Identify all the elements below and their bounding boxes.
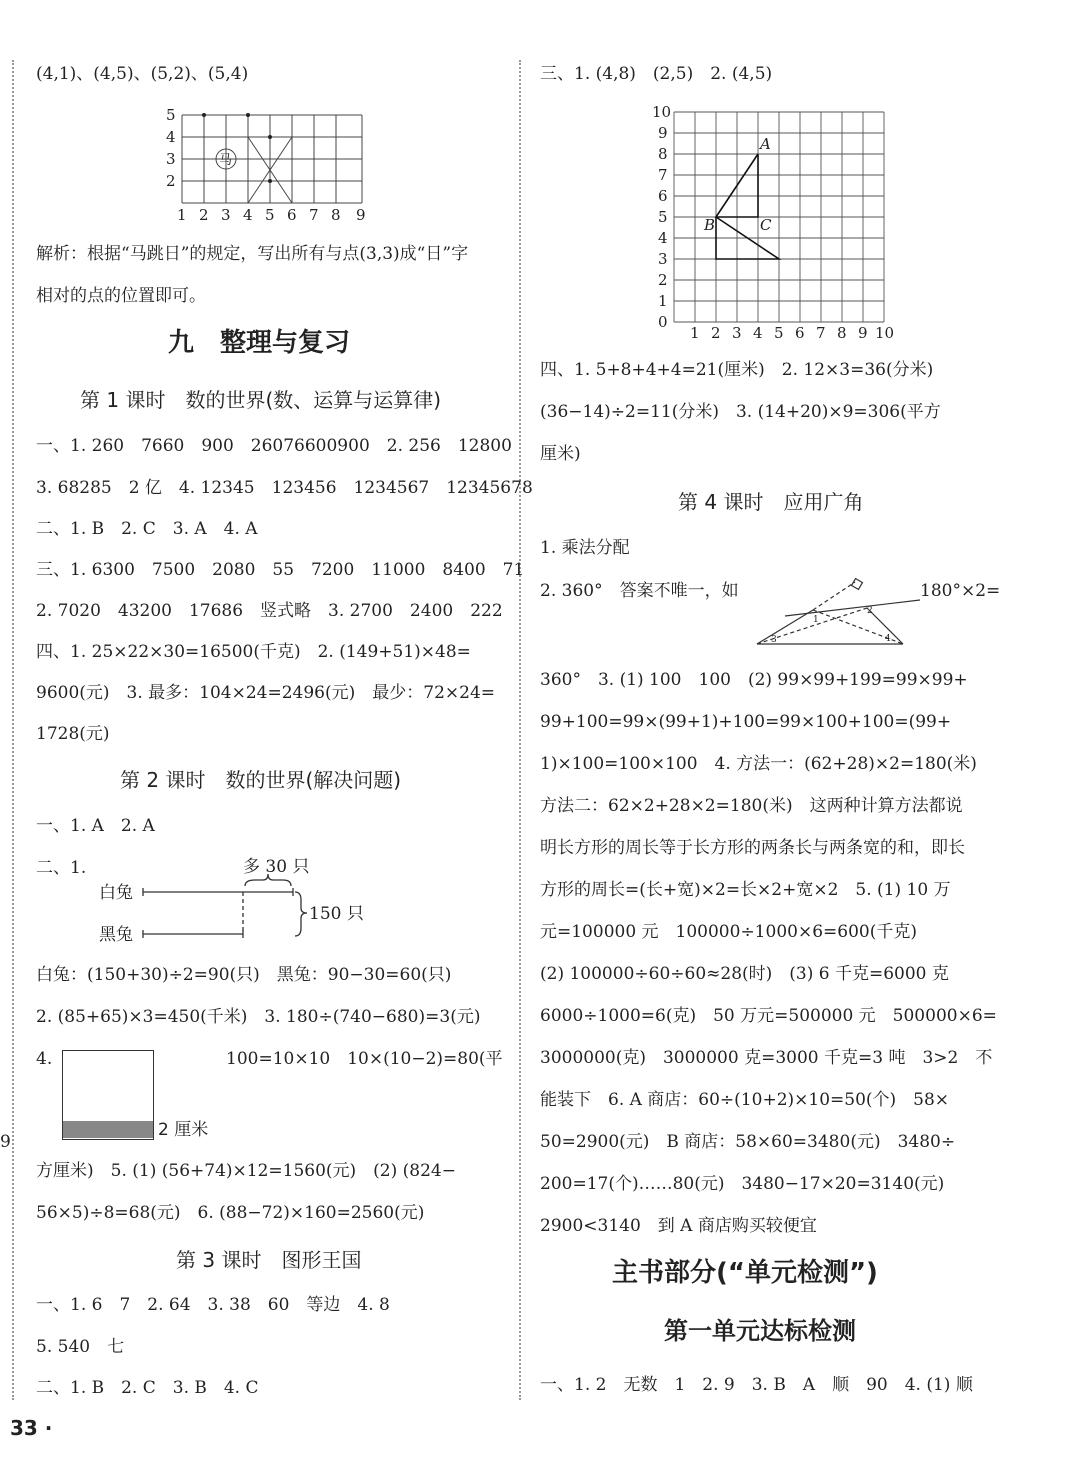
horse-grid-figure [160,100,375,225]
answer-line: 一、1. A 2. A [36,816,155,836]
rabbit-line-diagram [95,852,375,952]
y-tick: 1 [658,292,668,310]
unit-title: 第一单元达标检测 [664,1317,856,1345]
x-tick: 6 [795,324,805,342]
answer-line: 厘米) [540,444,581,464]
answer-line: 3. 68285 2 亿 4. 12345 123456 1234567 12345678 [36,478,533,498]
x-tick: 2 [199,206,209,224]
answer-line: 100=10×10 10×(10−2)=80(平 [226,1049,503,1069]
answer-line: 三、1. 6300 7500 2080 55 7200 11000 8400 71 [36,560,525,580]
x-tick: 8 [331,206,341,224]
answer-line: 3000000(克) 3000000 克=3000 千克=3 吨 3>2 不 [540,1048,993,1068]
answer-line: 明长方形的周长等于长方形的两条长与两条宽的和，即长 [540,838,965,858]
y-tick: 3 [658,250,668,268]
answer-line: 1)×100=100×100 4. 方法一：(62+28)×2=180(米) [540,754,977,774]
angle-label: 3 [771,635,777,645]
answer-line: 9600(元) 3. 最多：104×24=2496(元) 最少：72×24= [36,683,495,703]
answer-line: 二、1. [36,858,87,878]
x-tick: 9 [858,324,868,342]
answer-line: 2. 7020 43200 17686 竖式略 3. 2700 2400 222 [36,601,503,621]
y-tick: 6 [658,187,668,205]
angle-label: 4 [885,634,891,644]
answer-line: 一、1. 6 7 2. 64 3. 38 60 等边 4. 8 [36,1295,390,1315]
analysis-line: 相对的点的位置即可。 [36,286,206,306]
answer-line: 2900<3140 到 A 商店购买较便宜 [540,1216,817,1236]
y-tick: 4 [658,229,668,247]
column-separator [519,60,521,1400]
horse-label: 马 [219,153,233,168]
diagram-black-label: 黑兔 [99,925,133,945]
answer-line: (2) 100000÷60÷60≈28(时) (3) 6 千克=6000 克 [540,964,949,984]
answer-line: 二、1. B 2. C 3. B 4. C [36,1378,259,1398]
y-tick: 7 [658,166,668,184]
x-tick: 4 [243,206,253,224]
lesson-title: 第 3 课时 图形王国 [176,1248,362,1272]
angle-figure [755,574,920,652]
diagram-total-label: 150 只 [309,904,364,924]
answer-line: 能装下 6. A 商店：60÷(10+2)×10=50(个) 58× [540,1090,950,1110]
answer-line: 1. 乘法分配 [540,538,630,558]
angle-label: 1 [813,615,819,625]
answer-line: 一、1. 260 7660 900 26076600900 2. 256 12800 [36,436,512,456]
y-tick: 10 [652,103,672,121]
answer-line: 99+100=99×(99+1)+100=99×100+100=(99+ [540,712,952,732]
shaded-strip [63,1121,153,1138]
y-tick: 4 [166,128,176,146]
page-number: 33 · [10,1416,53,1440]
answer-line: 一、1. 2 无数 1 2. 9 3. B A 顺 90 4. (1) 顺 [540,1375,973,1395]
angle-label: 2 [867,606,873,616]
answer-line: 180°×2= [920,581,1001,601]
lesson-title: 第 4 课时 应用广角 [678,490,864,514]
coordinate-grid-figure [646,102,906,342]
answer-line: 56×5)÷8=68(元) 6. (88−72)×160=2560(元) [36,1203,425,1223]
answer-line: 四、1. 5+8+4+4=21(厘米) 2. 12×3=36(分米) [540,360,934,380]
answer-line: 1728(元) [36,724,110,744]
y-tick: 2 [166,172,176,190]
x-tick: 4 [753,324,763,342]
answer-line: 360° 3. (1) 100 100 (2) 99×99+199=99×99+ [540,670,968,690]
x-tick: 7 [309,206,319,224]
answer-line: 三、1. (4,8) (2,5) 2. (4,5) [540,64,773,84]
y-tick: 9 [658,124,668,142]
answer-line: 四、1. 25×22×30=16500(千克) 2. (149+51)×48= [36,642,471,662]
lesson-title: 第 2 课时 数的世界(解决问题) [120,768,402,792]
y-tick: 5 [658,208,668,226]
x-tick: 9 [356,206,366,224]
answer-line: 二、1. B 2. C 3. A 4. A [36,519,258,539]
x-tick: 3 [221,206,231,224]
x-tick: 10 [875,324,895,342]
answer-line: 2. 360° 答案不唯一，如 [540,581,739,601]
analysis-line: 解析：根据“马跳日”的规定，写出所有与点(3,3)成“日”字 [36,244,469,264]
strip-label: 2 厘米 [158,1120,209,1140]
answer-line: 方法二：62×2+28×2=180(米) 这两种计算方法都说 [540,796,963,816]
answer-line: 200=17(个)……80(元) 3480−17×20=3140(元) [540,1174,945,1194]
edge-fragment: 9 [0,1132,11,1152]
diagram-more-label: 多 30 只 [243,857,310,877]
point-label-a: A [760,135,771,153]
x-tick: 5 [265,206,275,224]
y-tick: 0 [658,313,668,331]
diagram-white-label: 白兔 [99,883,133,903]
answer-line: (4,1)、(4,5)、(5,2)、(5,4) [36,64,249,84]
left-margin-rule [12,60,14,1400]
chapter-title: 九 整理与复习 [168,328,351,358]
x-tick: 6 [287,206,297,224]
x-tick: 2 [711,324,721,342]
x-tick: 8 [837,324,847,342]
x-tick: 3 [732,324,742,342]
y-tick: 3 [166,150,176,168]
lesson-title: 第 1 课时 数的世界(数、运算与运算律) [80,388,442,412]
x-tick: 1 [690,324,700,342]
answer-line: (36−14)÷2=11(分米) 3. (14+20)×9=306(平方 [540,402,941,422]
y-tick: 2 [658,271,668,289]
answer-line: 元=100000 元 100000÷1000×6=600(千克) [540,922,917,942]
answer-line: 白兔：(150+30)÷2=90(只) 黑兔：90−30=60(只) [36,965,452,985]
section-title: 主书部分(“单元检测”) [612,1258,878,1288]
point-label-c: C [760,216,772,234]
y-tick: 5 [166,106,176,124]
point-label-b: B [704,216,716,234]
answer-line: 方形的周长=(长+宽)×2=长×2+宽×2 5. (1) 10 万 [540,880,951,900]
y-tick: 8 [658,145,668,163]
answer-line: 4. [36,1049,53,1069]
answer-line: 6000÷1000=6(克) 50 万元=500000 元 500000×6= [540,1006,997,1026]
answer-line: 2. (85+65)×3=450(千米) 3. 180÷(740−680)=3(元) [36,1007,481,1027]
x-tick: 1 [177,206,187,224]
x-tick: 5 [774,324,784,342]
answer-line: 5. 540 七 [36,1337,125,1357]
answer-line: 方厘米) 5. (1) (56+74)×12=1560(元) (2) (824− [36,1161,456,1181]
answer-line: 50=2900(元) B 商店：58×60=3480(元) 3480÷ [540,1132,956,1152]
x-tick: 7 [816,324,826,342]
